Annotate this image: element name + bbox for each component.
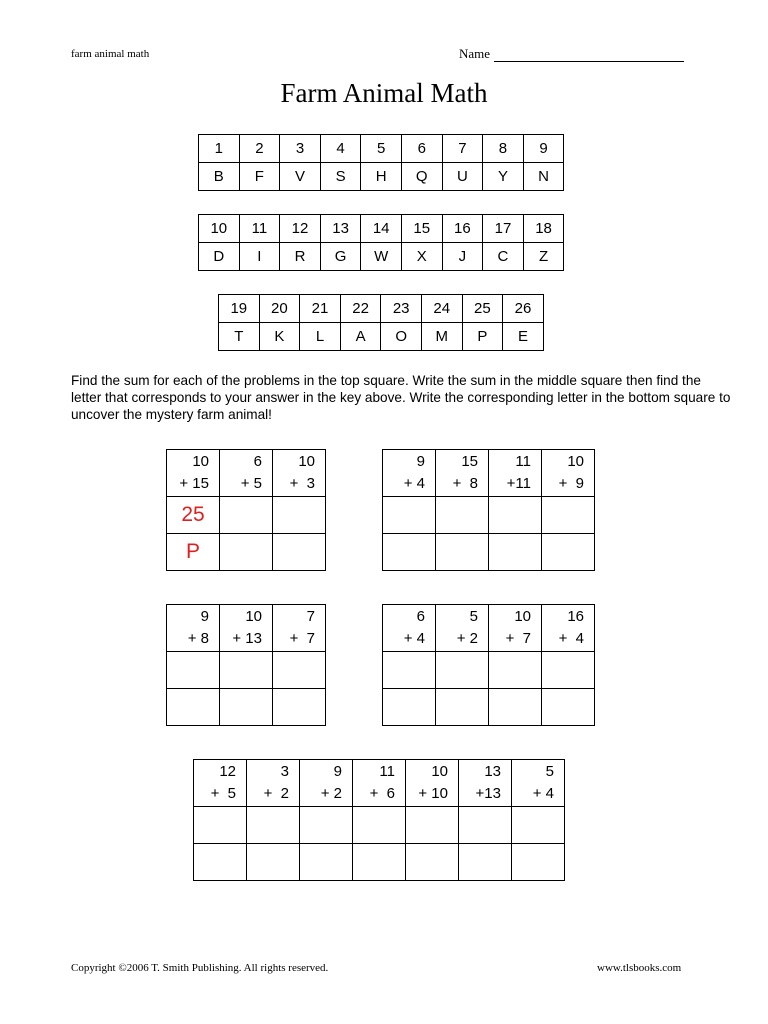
sum-answer-box[interactable] — [247, 807, 300, 844]
key-letter: H — [361, 163, 402, 191]
sum-answer-box[interactable] — [353, 807, 406, 844]
key-number: 14 — [361, 215, 402, 243]
key-number: 17 — [483, 215, 524, 243]
addend-top: 12 — [219, 763, 236, 780]
addend-bottom: + 3 — [289, 475, 315, 492]
addend-bottom: + 8 — [452, 475, 478, 492]
letter-row — [383, 689, 595, 726]
addition-problem — [300, 760, 352, 805]
problem-cell — [436, 605, 489, 652]
key-letter: Q — [401, 163, 442, 191]
key-letter: R — [280, 243, 321, 271]
key-number: 24 — [421, 295, 462, 323]
addend-bottom: + 2 — [320, 785, 342, 802]
sum-answer-box[interactable] — [194, 807, 247, 844]
letter-answer-box[interactable] — [512, 844, 565, 881]
addend-top: 9 — [333, 763, 342, 780]
sum-answer-box[interactable] — [406, 807, 459, 844]
problem-cell — [512, 760, 565, 807]
addend-bottom: + 7 — [289, 630, 315, 647]
letter-answer-box[interactable] — [436, 534, 489, 571]
key-number: 21 — [300, 295, 341, 323]
addend-top: 10 — [298, 453, 315, 470]
key-letter: Z — [523, 243, 564, 271]
letter-row — [194, 844, 565, 881]
addition-problem — [489, 605, 541, 650]
key-letter: P — [462, 323, 503, 351]
name-label: Name — [459, 46, 491, 61]
problem-cell — [489, 605, 542, 652]
problem-cell — [353, 760, 406, 807]
letter-answer-box[interactable] — [542, 689, 595, 726]
sum-answer-box[interactable] — [436, 497, 489, 534]
addend-bottom: + 6 — [369, 785, 395, 802]
problem-cell — [167, 450, 220, 497]
key-number: 19 — [219, 295, 260, 323]
key-number: 7 — [442, 135, 483, 163]
key-letter: S — [320, 163, 361, 191]
key-letter: A — [340, 323, 381, 351]
sum-answer-box[interactable] — [383, 652, 436, 689]
sum-answer-box[interactable] — [542, 652, 595, 689]
letter-answer-box[interactable] — [247, 844, 300, 881]
key-letter-row — [199, 243, 564, 271]
key-number-row — [199, 135, 564, 163]
problem-cell — [436, 450, 489, 497]
problem-cell — [459, 760, 512, 807]
key-letter: M — [421, 323, 462, 351]
key-letter: N — [523, 163, 564, 191]
letter-answer-box[interactable] — [167, 689, 220, 726]
problem-cell — [247, 760, 300, 807]
addend-top: 5 — [469, 608, 478, 625]
key-letter: W — [361, 243, 402, 271]
key-letter: F — [239, 163, 280, 191]
page-title: Farm Animal Math — [280, 78, 488, 108]
addend-bottom: + 4 — [403, 630, 425, 647]
letter-answer-box[interactable] — [300, 844, 353, 881]
problem-row — [383, 450, 595, 497]
addition-problem — [167, 605, 219, 650]
addend-top: 7 — [306, 608, 315, 625]
addend-top: 5 — [545, 763, 554, 780]
key-number: 20 — [259, 295, 300, 323]
addend-top: 15 — [461, 453, 478, 470]
key-number: 2 — [239, 135, 280, 163]
key-number: 10 — [199, 215, 240, 243]
letter-key-table-3 — [218, 294, 544, 351]
addition-problem — [167, 450, 219, 495]
letter-answer-box[interactable]: P — [167, 534, 220, 571]
addition-problem — [273, 450, 325, 495]
letter-answer-box[interactable] — [194, 844, 247, 881]
addition-problem — [273, 605, 325, 650]
key-number: 4 — [320, 135, 361, 163]
sum-answer-box[interactable] — [512, 807, 565, 844]
letter-answer-box[interactable] — [459, 844, 512, 881]
addend-bottom: + 8 — [187, 630, 209, 647]
sum-answer-box[interactable] — [167, 652, 220, 689]
letter-key-table-1 — [198, 134, 564, 191]
addend-bottom: + 2 — [263, 785, 289, 802]
problem-cell — [273, 450, 326, 497]
addend-bottom: + 4 — [532, 785, 554, 802]
addition-problem — [194, 760, 246, 805]
addend-bottom: + 7 — [505, 630, 531, 647]
addend-bottom: + 13 — [232, 630, 262, 647]
letter-answer-box[interactable] — [383, 534, 436, 571]
key-letter: T — [219, 323, 260, 351]
key-letter: B — [199, 163, 240, 191]
problem-cell — [300, 760, 353, 807]
sum-answer-box[interactable] — [220, 652, 273, 689]
addend-bottom: + 10 — [418, 785, 448, 802]
letter-row — [167, 689, 326, 726]
sum-row — [167, 652, 326, 689]
problem-cell — [220, 450, 273, 497]
addition-problem — [220, 605, 272, 650]
key-number: 6 — [401, 135, 442, 163]
sum-answer-box[interactable] — [436, 652, 489, 689]
key-number: 16 — [442, 215, 483, 243]
addend-bottom: + 4 — [558, 630, 584, 647]
key-number-row — [199, 215, 564, 243]
addend-top: 3 — [280, 763, 289, 780]
problem-cell — [406, 760, 459, 807]
addition-problem — [489, 450, 541, 495]
addend-top: 10 — [245, 608, 262, 625]
addend-top: 10 — [514, 608, 531, 625]
name-field[interactable] — [459, 46, 684, 62]
sum-row — [383, 652, 595, 689]
sum-row — [194, 807, 565, 844]
addend-bottom: + 15 — [179, 475, 209, 492]
addend-top: 11 — [515, 453, 531, 470]
problem-cell — [489, 450, 542, 497]
problem-row — [194, 760, 565, 807]
problem-row — [167, 450, 326, 497]
key-letter: L — [300, 323, 341, 351]
letter-answer-box[interactable] — [436, 689, 489, 726]
key-number: 15 — [401, 215, 442, 243]
problem-cell — [273, 605, 326, 652]
sum-answer-box[interactable] — [273, 652, 326, 689]
addition-problem — [459, 760, 511, 805]
problem-row — [383, 605, 595, 652]
key-number: 26 — [503, 295, 544, 323]
problem-cell — [542, 605, 595, 652]
problem-set-3 — [166, 604, 326, 726]
addition-problem — [383, 450, 435, 495]
key-letter-row — [219, 323, 544, 351]
addition-problem — [436, 605, 488, 650]
sum-row — [383, 497, 595, 534]
key-number: 1 — [199, 135, 240, 163]
key-letter: X — [401, 243, 442, 271]
key-number-row — [219, 295, 544, 323]
problem-cell — [194, 760, 247, 807]
addend-top: 6 — [253, 453, 262, 470]
addend-bottom: + 4 — [403, 475, 425, 492]
addition-problem — [220, 450, 272, 495]
key-number: 12 — [280, 215, 321, 243]
key-letter: U — [442, 163, 483, 191]
addition-problem — [247, 760, 299, 805]
key-number: 8 — [483, 135, 524, 163]
letter-answer-box[interactable] — [383, 689, 436, 726]
sum-answer-box[interactable] — [383, 497, 436, 534]
key-letter: J — [442, 243, 483, 271]
key-number: 5 — [361, 135, 402, 163]
key-number: 13 — [320, 215, 361, 243]
letter-answer-box[interactable] — [489, 689, 542, 726]
letter-answer-box[interactable] — [220, 689, 273, 726]
sum-answer-box[interactable] — [459, 807, 512, 844]
addend-bottom: + 5 — [240, 475, 262, 492]
key-letter: D — [199, 243, 240, 271]
addend-bottom: + 5 — [210, 785, 236, 802]
addend-top: 16 — [567, 608, 584, 625]
addition-problem — [542, 605, 594, 650]
sum-answer-box[interactable] — [273, 497, 326, 534]
problem-row — [167, 605, 326, 652]
key-letter: Y — [483, 163, 524, 191]
key-letter: K — [259, 323, 300, 351]
problem-cell — [383, 450, 436, 497]
addition-problem — [512, 760, 564, 805]
sum-answer-box[interactable] — [300, 807, 353, 844]
letter-key-table-2 — [198, 214, 564, 271]
key-number: 3 — [280, 135, 321, 163]
key-letter: V — [280, 163, 321, 191]
name-line[interactable] — [494, 49, 684, 62]
letter-answer-box[interactable] — [273, 689, 326, 726]
addend-top: 10 — [192, 453, 209, 470]
key-letter-row — [199, 163, 564, 191]
letter-row — [167, 534, 326, 571]
addend-top: 9 — [200, 608, 209, 625]
addend-top: 6 — [416, 608, 425, 625]
header-subject: farm animal math — [71, 48, 150, 60]
addition-problem — [436, 450, 488, 495]
problem-set-4 — [382, 604, 595, 726]
letter-answer-box[interactable] — [489, 534, 542, 571]
problem-set-5 — [193, 759, 565, 881]
letter-answer-box[interactable] — [273, 534, 326, 571]
addend-top: 11 — [379, 763, 395, 780]
addition-problem — [542, 450, 594, 495]
key-number: 25 — [462, 295, 503, 323]
addend-top: 13 — [484, 763, 501, 780]
addend-bottom: +11 — [506, 475, 531, 492]
addend-bottom: + 9 — [558, 475, 584, 492]
addition-problem — [353, 760, 405, 805]
sum-answer-box[interactable]: 25 — [167, 497, 220, 534]
problem-set-2 — [382, 449, 595, 571]
sum-answer-box[interactable] — [489, 497, 542, 534]
instructions: Find the sum for each of the problems in the top square. Write the sum in the middle square then find the letter that corresponds to your answer in the key above. Write the corresponding letter in the bottom square to uncover the mystery farm animal! — [71, 373, 731, 422]
letter-answer-box[interactable] — [353, 844, 406, 881]
sum-answer-box[interactable] — [220, 497, 273, 534]
addend-bottom: +13 — [475, 785, 501, 802]
problem-cell — [167, 605, 220, 652]
key-letter: G — [320, 243, 361, 271]
key-letter: E — [503, 323, 544, 351]
problem-cell — [220, 605, 273, 652]
key-letter: I — [239, 243, 280, 271]
letter-row — [383, 534, 595, 571]
problem-cell — [383, 605, 436, 652]
key-number: 23 — [381, 295, 422, 323]
website-link[interactable]: www.tlsbooks.com — [597, 962, 682, 974]
addend-bottom: + 2 — [456, 630, 478, 647]
letter-answer-box[interactable] — [220, 534, 273, 571]
problem-cell — [542, 450, 595, 497]
key-number: 18 — [523, 215, 564, 243]
addition-problem — [406, 760, 458, 805]
problem-set-1 — [166, 449, 326, 571]
key-number: 22 — [340, 295, 381, 323]
letter-answer-box[interactable] — [406, 844, 459, 881]
addend-top: 9 — [416, 453, 425, 470]
key-number: 9 — [523, 135, 564, 163]
sum-answer-box[interactable] — [542, 497, 595, 534]
key-number: 11 — [239, 215, 280, 243]
sum-answer-box[interactable] — [489, 652, 542, 689]
addend-top: 10 — [567, 453, 584, 470]
key-letter: C — [483, 243, 524, 271]
key-letter: O — [381, 323, 422, 351]
letter-answer-box[interactable] — [542, 534, 595, 571]
addend-top: 10 — [431, 763, 448, 780]
sum-row — [167, 497, 326, 534]
copyright: Copyright ©2006 T. Smith Publishing. All rights reserved. — [71, 962, 329, 974]
addition-problem — [383, 605, 435, 650]
